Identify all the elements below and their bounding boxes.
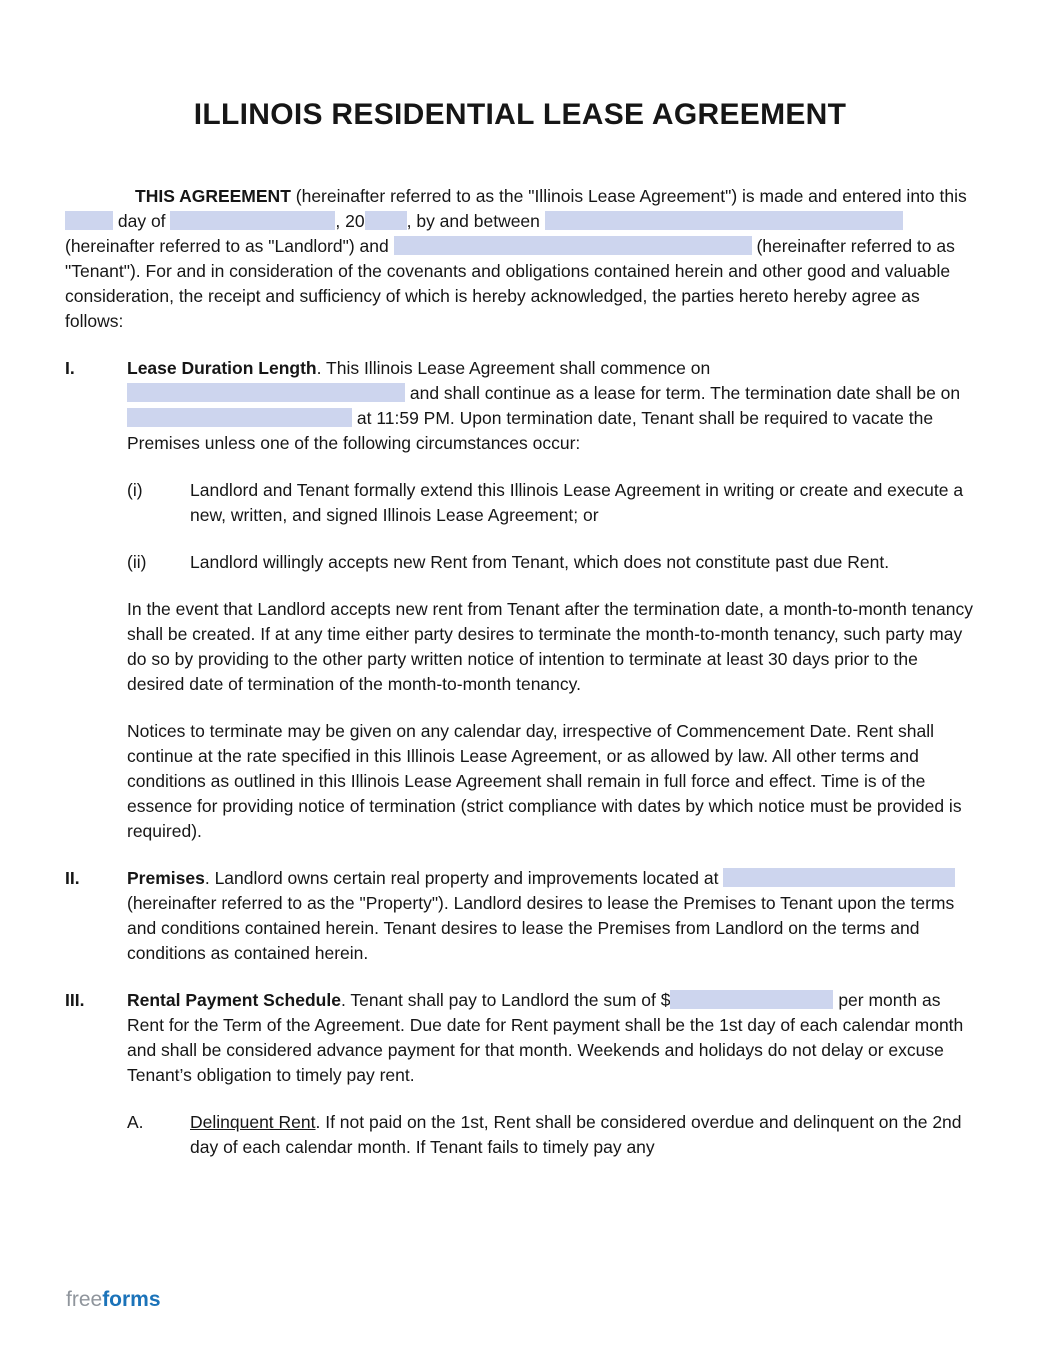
text-run: , by and between <box>406 211 545 231</box>
text-run: . This Illinois Lease Agreement shall commence on <box>316 358 711 378</box>
text-run: (hereinafter referred to as "Tenant"). For and in consideration of the covenants and obligations contained herein and other good and valuable consideration, the receipt and sufficiency of which is hereby acknowledged, the parties hereto hereby agree as follows: <box>65 236 955 331</box>
fill-in-blank-field[interactable] <box>723 868 955 887</box>
text-run: . Landlord owns certain real property and improvements located at <box>204 868 724 888</box>
text-run: , 20 <box>335 211 365 231</box>
item-text <box>190 550 975 575</box>
document-title: ILLINOIS RESIDENTIAL LEASE AGREEMENT <box>193 98 847 131</box>
section-block <box>65 988 975 1088</box>
text-run: (hereinafter referred to as the "Illinois Lease Agreement") is made and entered into this <box>290 186 967 206</box>
bold-text: Premises <box>127 868 205 888</box>
item-label: III. <box>65 990 85 1010</box>
list-item <box>65 1110 975 1160</box>
text-run: In the event that Landlord accepts new rent from Tenant after the termination date, a month-to-month tenancy shall be created. If at any time either party desires to terminate the month-to-month tenancy, such party may do so by providing to the other party written notice of intention to terminate at least 30 days prior to the desired date of termination of the month-to-month tenancy. <box>127 599 974 694</box>
text-run: and shall continue as a lease for term. The termination date shall be on <box>405 383 961 403</box>
underlined-text: Delinquent Rent <box>190 1112 316 1132</box>
text-run: at 11:59 PM. Upon termination date, Tenant shall be required to vacate the Premises unless one of the following circumstances occur: <box>127 408 934 453</box>
section-block <box>65 866 975 966</box>
item-label: (ii) <box>127 552 147 572</box>
fill-in-blank-field[interactable] <box>365 211 407 230</box>
item-text <box>127 988 975 1088</box>
list-item <box>65 550 975 575</box>
paragraph <box>65 719 975 844</box>
freeforms-logo <box>66 1288 161 1312</box>
text-run: Notices to terminate may be given on any calendar day, irrespective of Commencement Date. Rent shall continue at the rate specified in this Illinois Lease Agreement, or as allowed by law. All other terms and conditions as outlined in this Illinois Lease Agreement shall remain in full force and effect. Time is of the essence for providing notice of termination (strict compliance with dates by which notice must be provided is required). <box>127 721 962 841</box>
paragraph <box>65 597 975 697</box>
fill-in-blank-field[interactable] <box>394 236 752 255</box>
item-label: (i) <box>127 480 143 500</box>
logo-text-forms: forms <box>102 1288 161 1311</box>
text-run: Landlord willingly accepts new Rent from Tenant, which does not constitute past due Rent. <box>190 552 890 572</box>
text-run: . If not paid on the 1st, Rent shall be considered overdue and delinquent on the 2nd day of each calendar month. If Tenant fails to timely pay any <box>190 1112 962 1157</box>
text-run: (hereinafter referred to as "Landlord") and <box>65 236 394 256</box>
item-label: I. <box>65 358 75 378</box>
fill-in-blank-field[interactable] <box>127 408 352 427</box>
section-block <box>65 356 975 456</box>
text-run: . Tenant shall pay to Landlord the sum of $ <box>340 990 671 1010</box>
fill-in-blank-field[interactable] <box>170 211 335 230</box>
text-run: per month as Rent for the Term of the Agreement. Due date for Rent payment shall be the 1st day of each calendar month and shall be considered advance payment for that month. Weekends and holidays do not delay or excuse Tenant’s obligation to timely pay rent. <box>127 990 964 1085</box>
bold-text: Rental Payment Schedule <box>127 990 341 1010</box>
item-text <box>190 478 975 528</box>
fill-in-blank-field[interactable] <box>65 211 113 230</box>
item-label: A. <box>127 1112 144 1132</box>
intro-paragraph <box>65 184 975 334</box>
text-run: day of <box>113 211 171 231</box>
text-run: Landlord and Tenant formally extend this Illinois Lease Agreement in writing or create and execute a new, written, and signed Illinois Lease Agreement; or <box>190 480 964 525</box>
fill-in-blank-field[interactable] <box>545 211 903 230</box>
item-label: II. <box>65 868 80 888</box>
document-body <box>65 184 975 1160</box>
bold-text: THIS AGREEMENT <box>135 186 291 206</box>
item-text <box>127 356 975 456</box>
bold-text: Lease Duration Length <box>127 358 317 378</box>
item-text <box>127 866 975 966</box>
fill-in-blank-field[interactable] <box>670 990 833 1009</box>
logo-text-free: free <box>66 1288 103 1311</box>
fill-in-blank-field[interactable] <box>127 383 405 402</box>
list-item <box>65 478 975 528</box>
item-text <box>190 1110 975 1160</box>
text-run: (hereinafter referred to as the "Property"). Landlord desires to lease the Premises to Tenant upon the terms and conditions contained herein. Tenant desires to lease the Premises from Landlord on the terms and conditions as contained herein. <box>127 893 955 963</box>
